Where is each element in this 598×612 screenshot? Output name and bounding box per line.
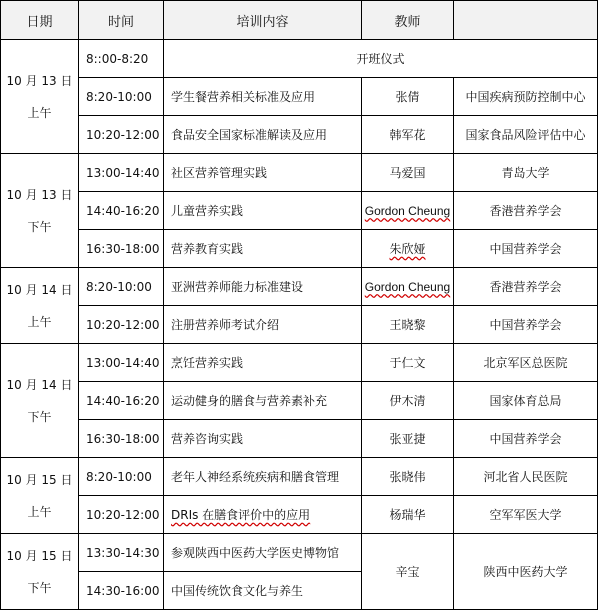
table-row [1,344,598,382]
content-cell: 烹饪营养实践 [164,344,362,382]
content-cell: 儿童营养实践 [164,192,362,230]
time-cell: 8:20-10:00 [79,78,164,116]
time-cell: 16:30-18:00 [79,230,164,268]
time-cell: 10:20-12:00 [79,496,164,534]
teacher-cell: 张倩 [362,78,454,116]
table-row [1,382,598,420]
date-cell [1,40,79,154]
date-label: 10 月 14 日 [6,377,73,392]
content-cell [164,496,362,534]
time-cell: 14:40-16:20 [79,382,164,420]
teacher-name: Gordon Cheung [364,279,451,294]
date-label: 10 月 14 日 [6,282,73,297]
header-content: 培训内容 [164,1,362,40]
table-row [1,496,598,534]
org-cell: 陕西中医药大学 [454,534,598,610]
date-label: 10 月 15 日 [6,548,73,563]
teacher-cell: 辛宝 [362,534,454,610]
teacher-cell: 于仁文 [362,344,454,382]
period-label: 上午 [27,105,52,120]
table-row [1,268,598,306]
content-cell: 学生餐营养相关标准及应用 [164,78,362,116]
teacher-cell: 王晓黎 [362,306,454,344]
teacher-cell: 杨瑞华 [362,496,454,534]
org-cell: 中国营养学会 [454,306,598,344]
time-cell: 13:00-14:40 [79,344,164,382]
date-label: 10 月 13 日 [6,73,73,88]
teacher-cell [362,268,454,306]
table-row [1,534,598,572]
time-cell: 10:20-12:00 [79,306,164,344]
opening-ceremony-cell: 开班仪式 [164,40,598,78]
content-cell: 参观陕西中医药大学医史博物馆 [164,534,362,572]
content-cell: 运动健身的膳食与营养素补充 [164,382,362,420]
time-cell: 10:20-12:00 [79,116,164,154]
teacher-cell: 张晓伟 [362,458,454,496]
teacher-cell [362,192,454,230]
date-cell [1,534,79,610]
content-cell: 食品安全国家标准解读及应用 [164,116,362,154]
table-row [1,306,598,344]
org-cell: 空军军医大学 [454,496,598,534]
date-label: 10 月 13 日 [6,187,73,202]
org-cell: 香港营养学会 [454,192,598,230]
teacher-cell [362,230,454,268]
period-label: 下午 [27,409,52,424]
org-cell: 中国营养学会 [454,230,598,268]
org-cell: 国家体育总局 [454,382,598,420]
table-row [1,230,598,268]
time-cell: 14:30-16:00 [79,572,164,610]
org-cell: 中国疾病预防控制中心 [454,78,598,116]
table-row [1,116,598,154]
org-cell: 香港营养学会 [454,268,598,306]
org-cell: 北京军区总医院 [454,344,598,382]
table-row [1,192,598,230]
content-text: DRIs 在膳食评价中的应用 [171,508,311,522]
period-label: 上午 [27,314,52,329]
content-cell: 营养咨询实践 [164,420,362,458]
date-label: 10 月 15 日 [6,472,73,487]
period-label: 下午 [27,580,52,595]
table-row [1,420,598,458]
org-cell: 国家食品风险评估中心 [454,116,598,154]
content-cell: 社区营养管理实践 [164,154,362,192]
teacher-name: 朱欣娅 [389,242,426,256]
teacher-cell: 伊木清 [362,382,454,420]
table-row [1,40,598,78]
period-label: 上午 [27,504,52,519]
period-label: 下午 [27,219,52,234]
date-cell [1,344,79,458]
time-cell: 16:30-18:00 [79,420,164,458]
table-row [1,78,598,116]
teacher-name: Gordon Cheung [364,203,451,218]
time-cell: 8:20-10:00 [79,268,164,306]
date-cell [1,154,79,268]
content-cell: 中国传统饮食文化与养生 [164,572,362,610]
teacher-cell: 张亚捷 [362,420,454,458]
teacher-cell: 韩军花 [362,116,454,154]
content-cell: 营养教育实践 [164,230,362,268]
time-cell: 14:40-16:20 [79,192,164,230]
org-cell: 中国营养学会 [454,420,598,458]
time-cell: 8::00-8:20 [79,40,164,78]
time-cell: 13:00-14:40 [79,154,164,192]
time-cell: 13:30-14:30 [79,534,164,572]
date-cell [1,458,79,534]
content-cell: 老年人神经系统疾病和膳食管理 [164,458,362,496]
content-cell: 亚洲营养师能力标准建设 [164,268,362,306]
header-time: 时间 [79,1,164,40]
org-cell: 河北省人民医院 [454,458,598,496]
header-row [1,1,598,40]
date-cell [1,268,79,344]
table-row [1,458,598,496]
header-teacher: 教师 [362,1,454,40]
header-org [454,1,598,40]
time-cell: 8:20-10:00 [79,458,164,496]
teacher-cell: 马爱国 [362,154,454,192]
content-cell: 注册营养师考试介绍 [164,306,362,344]
org-cell: 青岛大学 [454,154,598,192]
header-date: 日期 [1,1,79,40]
table-row [1,154,598,192]
